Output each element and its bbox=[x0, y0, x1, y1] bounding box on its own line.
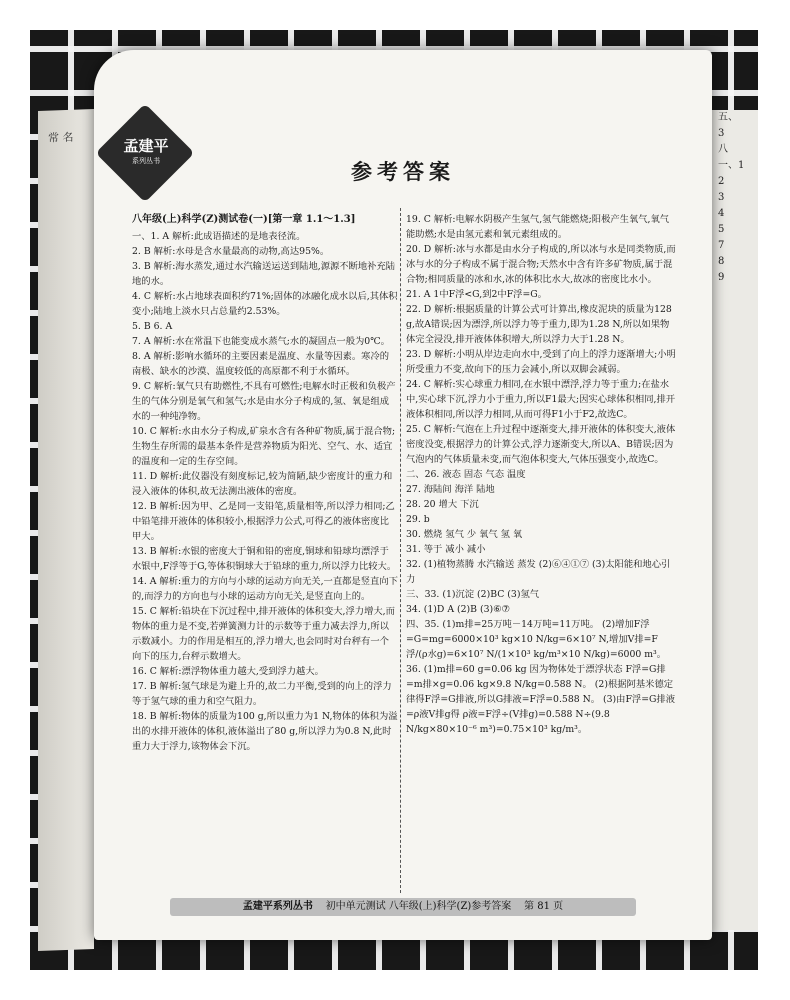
answer-item: 23. D 解析:小明从岸边走向水中,受到了向上的浮力逐渐增大;小明所受重力不变,故向下的压力会减小,所以双脚会减弱。 bbox=[406, 349, 676, 375]
answer-item: 22. D 解析:根据质量的计算公式可计算出,橡皮泥块的质量为128 g,故A错误;因为漂浮,所以浮力等于重力,即为1.28 N,所以如果物体完全浸没,排开液体体积增大,所以浮力大于1.28 N。 bbox=[406, 304, 672, 345]
answer-item: 18. B 解析:物体的质量为100 g,所以重力为1 N,物体的体积为溢出的水排开液体的体积,液体溢出了80 g,所以浮力为0.8 N,此时重力大于浮力,该物体会下沉。 bbox=[132, 711, 398, 752]
answer-item: 4. C 解析:水占地球表面积约71%;固体的冰融化成水以后,其体积变小;陆地上淡水只占总量约2.53%。 bbox=[132, 291, 398, 317]
answer-item: 10. C 解析:水由水分子构成,矿泉水含有各种矿物质,属于混合物;生物生存所需的最基本条件是营养物质为阳光、空气、水、适宜的温度和一定的生存空间。 bbox=[132, 426, 396, 467]
footer-middle: 初中单元测试 八年级(上)科学(Z)参考答案 bbox=[325, 901, 512, 912]
right-edge-line: 2 bbox=[718, 176, 725, 187]
answer-item: 34. (1)D A (2)B (3)⑥⑦ bbox=[406, 604, 510, 615]
answer-item: 31. 等于 减小 减小 bbox=[406, 544, 486, 555]
answer-item: 二、26. 液态 固态 气态 温度 bbox=[406, 469, 526, 480]
left-page-edge bbox=[38, 109, 94, 951]
right-edge-line: 8 bbox=[718, 256, 725, 267]
right-edge-line: 一、1 bbox=[718, 160, 745, 171]
answer-item: 14. A 解析:重力的方向与小球的运动方向无关,一直都是竖直向下的,而浮力的方向也与小球的运动方向无关,是竖直向上的。 bbox=[132, 576, 398, 602]
brand-name: 孟建平 bbox=[123, 137, 169, 155]
footer-page-number: 第 81 页 bbox=[524, 901, 564, 912]
left-edge-text: 常 名 bbox=[48, 130, 74, 145]
answer-item: 30. 燃烧 氢气 少 氧气 氢 氧 bbox=[406, 529, 523, 540]
right-edge-line: 八 bbox=[718, 144, 728, 155]
answer-item: 29. b bbox=[406, 514, 430, 525]
right-edge-line: 9 bbox=[718, 272, 725, 283]
right-edge-line: 5 bbox=[718, 224, 725, 235]
page-footer bbox=[170, 898, 636, 916]
answer-item: 3. B 解析:海水蒸发,通过水汽输送运送到陆地,源源不断地补充陆地的水。 bbox=[132, 261, 396, 287]
brand-sub: 系列丛书 bbox=[132, 157, 160, 165]
page-title: 参考答案 bbox=[351, 159, 455, 184]
column-divider bbox=[400, 208, 401, 893]
answer-item: 9. C 解析:氧气只有助燃性,不具有可燃性;电解水时正极和负极产生的气体分别是氧气和氢气;水是由水分子构成的,氢、氧是组成水的一种纯净物。 bbox=[132, 381, 396, 422]
right-column bbox=[406, 212, 676, 737]
answer-item: 21. A 1中F浮<G,到2中F浮=G。 bbox=[406, 289, 547, 300]
answer-item: 5. B 6. A bbox=[132, 321, 173, 332]
answer-item: 2. B 解析:水母是含水量最高的动物,高达95%。 bbox=[132, 246, 330, 257]
answer-item: 20. D 解析:冰与水都是由水分子构成的,所以冰与水是同类物质,而冰与水的分子构成不属于混合物;天然水中含有许多矿物质,属于混合物;相同质量的冰和水,冰的体积比水大,故冰的密度比水小。 bbox=[406, 244, 676, 285]
answer-item: 三、33. (1)沉淀 (2)BC (3)氢气 bbox=[406, 589, 540, 600]
footer-series: 孟建平系列丛书 bbox=[242, 901, 313, 912]
right-edge-line: 五、 bbox=[718, 112, 738, 123]
answer-item: 11. D 解析:此仪器没有刻度标记,较为简陋,缺少密度计的重力和浸入液体的体积,故无法测出液体的密度。 bbox=[132, 471, 393, 497]
right-edge-line: 7 bbox=[718, 240, 725, 251]
answer-item: 19. C 解析:电解水阴极产生氢气,氢气能燃烧;阳极产生氧气,氧气能助燃;水是由氢元素和氧元素组成的。 bbox=[406, 214, 670, 240]
section-heading: 八年级(上)科学(Z)测试卷(一)[第一章 1.1～1.3] bbox=[132, 214, 356, 225]
answer-item: 36. (1)m排=60 g=0.06 kg 因为物体处于漂浮状态 F浮=G排=m排×g=0.06 kg×9.8 N/kg=0.588 N。 (2)根据阿基米德定律得F浮=G排液,所以G排液=F浮=0.588 N。 (3)由F浮=G排液=ρ液V排g得 ρ液=F浮÷(V排g)=0.588 N÷(9.8 N/kg×80×10⁻⁶ m³)=0.75×10³ kg/m³。 bbox=[406, 664, 676, 735]
answer-item: 24. C 解析:实心球重力相同,在水银中漂浮,浮力等于重力;在盐水中,实心球下沉,浮力小于重力,所以F1最大;因实心球体积相同,排开液体积相同,所以浮力相同,从而可得F1小于F2,故选C。 bbox=[406, 379, 676, 420]
answer-item: 8. A 解析:影响水循环的主要因素是温度、水量等因素。寒冷的南极、缺水的沙漠、温度较低的高原都不利于水循环。 bbox=[132, 351, 390, 377]
answer-item: 13. B 解析:水银的密度大于铜和铅的密度,铜球和铅球均漂浮于水银中,F浮等于G,等体积铜球大于铅球的重力,所以浮力比较大。 bbox=[132, 546, 397, 572]
answer-item: 7. A 解析:水在常温下也能变成水蒸气;水的凝固点一般为0℃。 bbox=[132, 336, 390, 347]
answer-item: 25. C 解析:气泡在上升过程中逐渐变大,排开液体的体积变大,液体密度没变,根据浮力的计算公式,浮力逐渐变大,所以A、B错误;因为气泡内的气体质量未变,而气泡体积变大,气体压强变小,故选C。 bbox=[406, 424, 676, 465]
answer-item: 28. 20 增大 下沉 bbox=[406, 499, 479, 510]
right-edge-line: 4 bbox=[718, 208, 725, 219]
answer-item: 12. B 解析:因为甲、乙是同一支铅笔,质量相等,所以浮力相同;乙中铅笔排开液体的体积较小,根据浮力公式,可得乙的液体密度比甲大。 bbox=[132, 501, 395, 542]
answer-item: 16. C 解析:漂浮物体重力越大,受到浮力越大。 bbox=[132, 666, 324, 677]
right-edge-line: 3 bbox=[718, 128, 725, 139]
answer-item: 17. B 解析:氢气球是为避上升的,故二力平衡,受到的向上的浮力等于氢气球的重力和空气阻力。 bbox=[132, 681, 392, 707]
left-column bbox=[132, 212, 398, 754]
answer-item: 一、1. A 解析:此成语描述的是地表径流。 bbox=[132, 231, 306, 242]
answer-page bbox=[94, 50, 712, 940]
right-edge-line: 3 bbox=[718, 192, 725, 203]
right-page-edge bbox=[712, 110, 758, 930]
answer-item: 27. 海陆间 海洋 陆地 bbox=[406, 484, 495, 495]
photo-background bbox=[30, 30, 758, 970]
answer-item: 四、35. (1)m排=25万吨－14万吨=11万吨。 (2)增加F浮=G=mg=6000×10³ kg×10 N/kg=6×10⁷ N,增加V排=F浮/(ρ水g)=6×10⁷ N/(1×10³ kg/m³×10 N/kg)=6000 m³。 bbox=[406, 619, 667, 660]
answer-item: 15. C 解析:铅块在下沉过程中,排开液体的体积变大,浮力增大,而物体的重力是不变,若弹簧测力计的示数等于重力减去浮力,所以示数减小。力的作用是相互的,浮力增大,也会同时对台秤有一个向下的压力,台秤示数增大。 bbox=[132, 606, 395, 662]
answer-item: 32. (1)植物蒸腾 水汽输送 蒸发 (2)⑥④①⑦ (3)太阳能和地心引力 bbox=[406, 559, 671, 585]
